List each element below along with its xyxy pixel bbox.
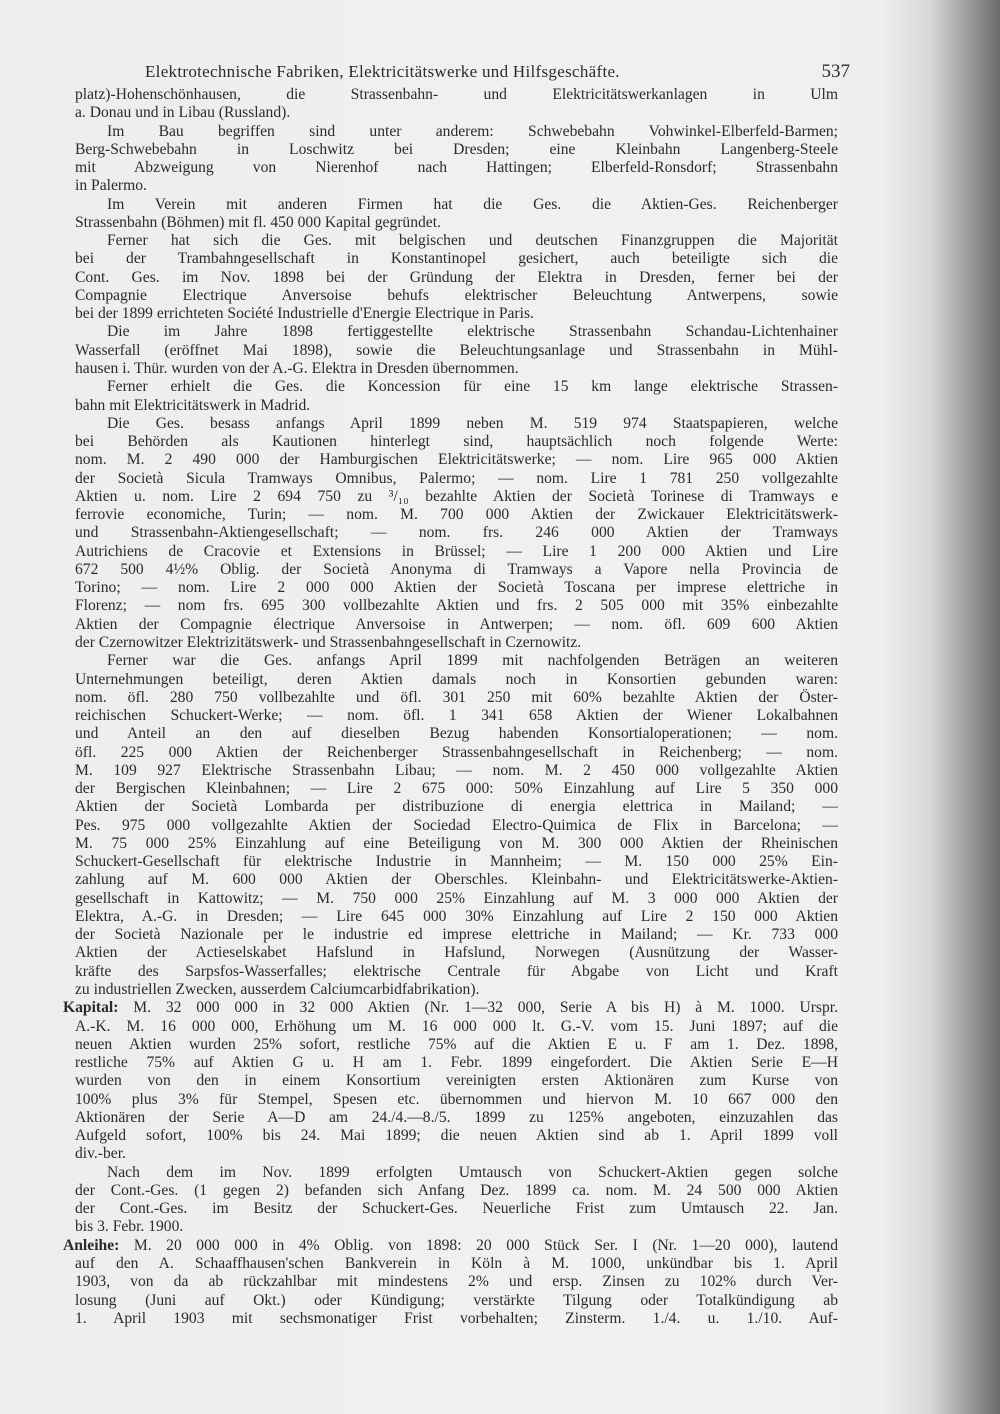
text-line: [75, 579, 838, 597]
text-line: [63, 1237, 838, 1255]
text-line: [75, 1145, 838, 1163]
text-line: [75, 378, 838, 396]
text-line: [75, 123, 838, 141]
line-text: bei Behörden als Kautionen hinterlegt sind, hauptsächlich noch folgende Werte:: [75, 433, 838, 451]
line-text: nom. öfl. 280 750 vollbezahlte und öfl. 301 250 mit 60% bezahlte Aktien der Öster-: [75, 688, 838, 706]
line-text: Autrichiens de Cracovie et Extensions in Brüssel; — Lire 1 200 000 Aktien und Lire: [75, 542, 838, 560]
line-text: Aktien der Compagnie électrique Anversoise in Antwerpen; — nom. öfl. 609 600 Aktien: [75, 615, 838, 633]
text-line: [75, 269, 838, 287]
line-text: platz)-Hohenschönhausen, die Strassenbahn- und Elektricitätswerkanlagen in Ulm: [75, 86, 838, 103]
text-line: [75, 1054, 838, 1072]
line-text: Die Ges. besass anfangs April 1899 neben M. 519 974 Staatspapieren, welche: [107, 414, 838, 432]
body-text: [63, 86, 838, 1328]
line-text: Unternehmungen beteiligt, deren Aktien damals noch in Konsortien gebunden waren:: [75, 670, 838, 688]
line-text: Compagnie Electrique Anversoise behufs elektrischer Beleuchtung Antwerpens, sowie: [75, 286, 838, 304]
line-text: a. Donau und in Libau (Russland).: [75, 104, 291, 122]
line-text: gesellschaft in Kattowitz; — M. 750 000 25% Einzahlung auf M. 3 000 000 Aktien der: [75, 889, 838, 907]
text-line: [75, 853, 838, 871]
line-text: div.-ber.: [75, 1145, 126, 1163]
text-line: [75, 890, 838, 908]
text-line: [75, 196, 838, 214]
line-text: losung (Juni auf Okt.) oder Kündigung; verstärkte Tilgung oder Totalkündigung ab: [75, 1291, 838, 1309]
text-line: [75, 451, 838, 469]
line-text: hausen i. Thür. wurden von der A.-G. Elektra in Dresden übernommen.: [75, 359, 519, 377]
text-line: [75, 287, 838, 305]
line-text: öfl. 225 000 Aktien der Reichenberger Strassenbahngesellschaft in Reichenberg; — nom.: [75, 743, 838, 761]
text-line: [75, 214, 838, 232]
line-text: restliche 75% auf Aktien G u. H am 1. Febr. 1899 eingefordert. Die Aktien Serie E—H: [75, 1054, 838, 1072]
line-text: bei der 1899 errichteten Société Industrielle d'Energie Electrique in Paris.: [75, 305, 534, 323]
text-line: [75, 981, 838, 999]
line-text: Elektra, A.-G. in Dresden; — Lire 645 000 30% Einzahlung auf Lire 2 150 000 Aktien: [75, 907, 838, 925]
text-line: [75, 159, 838, 177]
text-line: [75, 1127, 838, 1145]
text-line: [75, 488, 838, 506]
text-line: [63, 999, 838, 1017]
text-line: [75, 652, 838, 670]
line-text: zu industriellen Zwecken, ausserdem Calciumcarbidfabrikation).: [75, 981, 480, 999]
line-text: der Czernowitzer Elektrizitätswerk- und Strassenbahngesellschaft in Czernowitz.: [75, 633, 582, 651]
paragraph: [75, 323, 838, 378]
text-line: [75, 1200, 838, 1218]
line-text: Ferner war die Ges. anfangs April 1899 mit nachfolgenden Beträgen an weiteren: [107, 652, 838, 670]
text-line: [75, 524, 838, 542]
text-line: [75, 616, 838, 634]
text-line: [75, 689, 838, 707]
line-text: ferrovie economiche, Turin; — nom. M. 700 000 Aktien der Zwickauer Elektricitätswerk-: [75, 506, 838, 524]
line-text: der Cont.-Ges. im Besitz der Schuckert-Ges. Neuerliche Frist zum Umtausch 22. Jan.: [75, 1200, 838, 1218]
line-text: Aktien der Società Lombarda per distribuzione di energia elettrica in Mailand; —: [75, 798, 838, 816]
line-text: der Bergischen Kleinbahnen; — Lire 2 675 000: 50% Einzahlung auf Lire 5 350 000: [75, 780, 838, 798]
text-line: [75, 1255, 838, 1273]
text-line: [75, 433, 838, 451]
text-line: [75, 561, 838, 579]
line-text: kräfte des Sarpsfos-Wasserfalles; elektrische Centrale für Abgabe von Licht und Kraft: [75, 962, 838, 980]
text-line: [75, 1273, 838, 1291]
line-text: M. 109 927 Elektrische Strassenbahn Libau; — nom. M. 2 450 000 vollgezahlte Aktien: [75, 761, 838, 779]
line-text: Aktien der Actieselskabet Hafslund in Hafslund, Norwegen (Ausnützung der Wasser-: [75, 944, 838, 962]
text-line: [75, 871, 838, 889]
paragraph: [75, 196, 838, 233]
paragraph: [75, 232, 838, 323]
text-line: [75, 817, 838, 835]
line-text: Im Verein mit anderen Firmen hat die Ges. die Aktien-Ges. Reichenberger: [107, 195, 838, 213]
line-text: bis 3. Febr. 1900.: [75, 1218, 184, 1236]
line-text: Aktien u. nom. Lire 2 694 750 zu ³/₁₀ bezahlte Aktien der Società Torinese di Tramways e: [75, 487, 838, 505]
line-text: 100% plus 3% für Stempel, Spesen etc. übernommen und hiervon M. 10 667 000 den: [75, 1090, 838, 1108]
text-line: [75, 944, 838, 962]
text-line: [75, 342, 838, 360]
line-text: M. 20 000 000 in 4% Oblig. von 1898: 20 000 Stück Ser. I (Nr. 1—20 000), lautend: [119, 1236, 838, 1254]
text-line: [75, 323, 838, 341]
line-text: 672 500 4½% Oblig. der Società Anonyma di Tramways a Vapore nella Provincia de: [75, 560, 838, 578]
text-line: [75, 1182, 838, 1200]
text-line: [75, 780, 838, 798]
text-line: [75, 177, 838, 195]
text-line: [75, 597, 838, 615]
line-text: auf den A. Schaaffhausen'schen Bankverein in Köln à M. 1000, unkündbar bis 1. April: [75, 1255, 838, 1272]
line-text: mit Abzweigung von Nierenhof nach Hattingen; Elberfeld-Ronsdorf; Strassenbahn: [75, 159, 838, 177]
line-text: M. 75 000 25% Einzahlung auf eine Beteiligung von M. 300 000 Aktien der Rheinischen: [75, 834, 838, 852]
text-line: [75, 305, 838, 323]
paragraph: [75, 86, 838, 123]
paragraph: [75, 652, 838, 999]
text-line: [75, 963, 838, 981]
line-text: in Palermo.: [75, 177, 147, 195]
text-line: [75, 1310, 838, 1328]
line-text: Die im Jahre 1898 fertiggestellte elektrische Strassenbahn Schandau-Lichtenhainer: [107, 323, 838, 341]
text-line: [75, 1109, 838, 1127]
paragraph: [75, 378, 838, 415]
line-text: reichischen Schuckert-Werke; — nom. öfl. 1 341 658 Aktien der Wiener Lokalbahnen: [75, 707, 838, 725]
paragraph: [63, 1236, 838, 1328]
text-line: [75, 1072, 838, 1090]
section-label: Kapital:: [63, 999, 119, 1017]
line-text: Pes. 975 000 vollgezahlte Aktien der Sociedad Electro-Quimica de Flix in Barcelona; —: [75, 816, 838, 834]
line-text: Nach dem im Nov. 1899 erfolgten Umtausch von Schuckert-Aktien gegen solche: [107, 1163, 838, 1181]
line-text: nom. M. 2 490 000 der Hamburgischen Elektricitätswerke; — nom. Lire 965 000 Aktien: [75, 451, 838, 469]
line-text: Ferner erhielt die Ges. die Koncession für eine 15 km lange elektrische Strassen-: [107, 378, 838, 396]
line-text: der Società Sicula Tramways Omnibus, Palermo; — nom. Lire 1 781 250 vollgezahlte: [75, 469, 838, 487]
line-text: 1903, von da ab rückzahlbar mit mindestens 2% und ersp. Zinsen zu 102% durch Ver-: [75, 1273, 838, 1291]
line-text: wurden von den in einem Konsortium vereinigten ersten Aktionären zum Kurse von: [75, 1072, 838, 1090]
line-text: Torino; — nom. Lire 2 000 000 Aktien der Società Toscana per imprese elettriche in: [75, 579, 838, 597]
text-line: [75, 725, 838, 743]
text-line: [75, 744, 838, 762]
line-text: M. 32 000 000 in 32 000 Aktien (Nr. 1—32 000, Serie A bis H) à M. 1000. Urspr.: [118, 999, 838, 1017]
line-text: der Cont.-Ges. (1 gegen 2) befanden sich Anfang Dez. 1899 ca. nom. M. 24 500 000 Aktien: [75, 1181, 838, 1199]
paragraph: [75, 415, 838, 652]
line-text: bahn mit Elektricitätswerk in Madrid.: [75, 396, 311, 414]
line-text: Im Bau begriffen sind unter anderem: Schwebebahn Vohwinkel-Elberfeld-Barmen;: [107, 122, 838, 140]
line-text: Cont. Ges. im Nov. 1898 bei der Gründung der Elektra in Dresden, ferner bei der: [75, 268, 838, 286]
line-text: Strassenbahn (Böhmen) mit fl. 450 000 Kapital gegründet.: [75, 213, 441, 231]
line-text: A.-K. M. 16 000 000, Erhöhung um M. 16 000 000 lt. G.-V. vom 15. Juni 1897; auf die: [75, 1017, 838, 1035]
text-line: [75, 397, 838, 415]
text-line: [75, 506, 838, 524]
text-line: [75, 250, 838, 268]
text-line: [75, 470, 838, 488]
page-number: 537: [821, 61, 850, 82]
text-line: [75, 835, 838, 853]
text-line: [75, 1036, 838, 1054]
text-line: [75, 908, 838, 926]
line-text: der Società Nazionale per le industrie ed imprese elettriche in Mailand; — Kr. 733 000: [75, 926, 838, 944]
line-text: Wasserfall (eröffnet Mai 1898), sowie die Beleuchtungsanlage und Strassenbahn in Mühl-: [75, 341, 838, 359]
section-label: Anleihe:: [63, 1236, 120, 1254]
line-text: Berg-Schwebebahn in Loschwitz bei Dresden; eine Kleinbahn Langenberg-Steele: [75, 140, 838, 158]
paragraph: [75, 123, 838, 196]
line-text: Schuckert-Gesellschaft für elektrische Industrie in Mannheim; — M. 150 000 25% Ein-: [75, 853, 838, 871]
line-text: bei der Trambahngesellschaft in Konstantinopel gesichert, auch beteiligte sich die: [75, 250, 838, 268]
text-line: [75, 707, 838, 725]
text-line: [75, 1218, 838, 1236]
running-header: [140, 61, 850, 86]
line-text: 1. April 1903 mit sechsmonatiger Frist vorbehalten; Zinsterm. 1./4. u. 1./10. Auf-: [75, 1309, 838, 1327]
text-line: [75, 1091, 838, 1109]
text-line: [75, 634, 838, 652]
line-text: Aktionären der Serie A—D am 24./4.—8./5. 1899 zu 125% angeboten, einzuzahlen das: [75, 1108, 838, 1126]
line-text: Florenz; — nom frs. 695 300 vollbezahlte Aktien und frs. 2 505 000 mit 35% einbezahlte: [75, 597, 838, 615]
line-text: neuen Aktien wurden 25% sofort, restliche 75% auf die Aktien E u. F am 1. Dez. 1898,: [75, 1035, 838, 1053]
line-text: und Anteil an den auf dieselben Bezug habenden Konsortialoperationen; — nom.: [75, 725, 838, 743]
line-text: Ferner hat sich die Ges. mit belgischen und deutschen Finanzgruppen die Majorität: [107, 232, 838, 250]
line-text: und Strassenbahn-Aktiengesellschaft; — nom. frs. 246 000 Aktien der Tramways: [75, 524, 838, 542]
text-line: [75, 543, 838, 561]
line-text: Aufgeld sofort, 100% bis 24. Mai 1899; die neuen Aktien sind ab 1. April 1899 voll: [75, 1127, 838, 1145]
text-line: [75, 671, 838, 689]
text-line: [75, 926, 838, 944]
text-line: [75, 415, 838, 433]
text-line: [75, 141, 838, 159]
text-line: [75, 1018, 838, 1036]
text-line: [75, 762, 838, 780]
text-line: [75, 86, 838, 104]
running-title: Elektrotechnische Fabriken, Elektricitätswerke und Hilfsgeschäfte.: [145, 62, 620, 81]
text-line: [75, 1292, 838, 1310]
text-line: [75, 104, 838, 122]
line-text: zahlung auf M. 600 000 Aktien der Oberschles. Kleinbahn- und Elektricitätswerke-Aktien-: [75, 871, 838, 889]
text-line: [75, 232, 838, 250]
text-line: [75, 798, 838, 816]
paragraph: [63, 999, 838, 1163]
text-line: [75, 360, 838, 378]
paragraph: [75, 1164, 838, 1237]
text-line: [75, 1164, 838, 1182]
